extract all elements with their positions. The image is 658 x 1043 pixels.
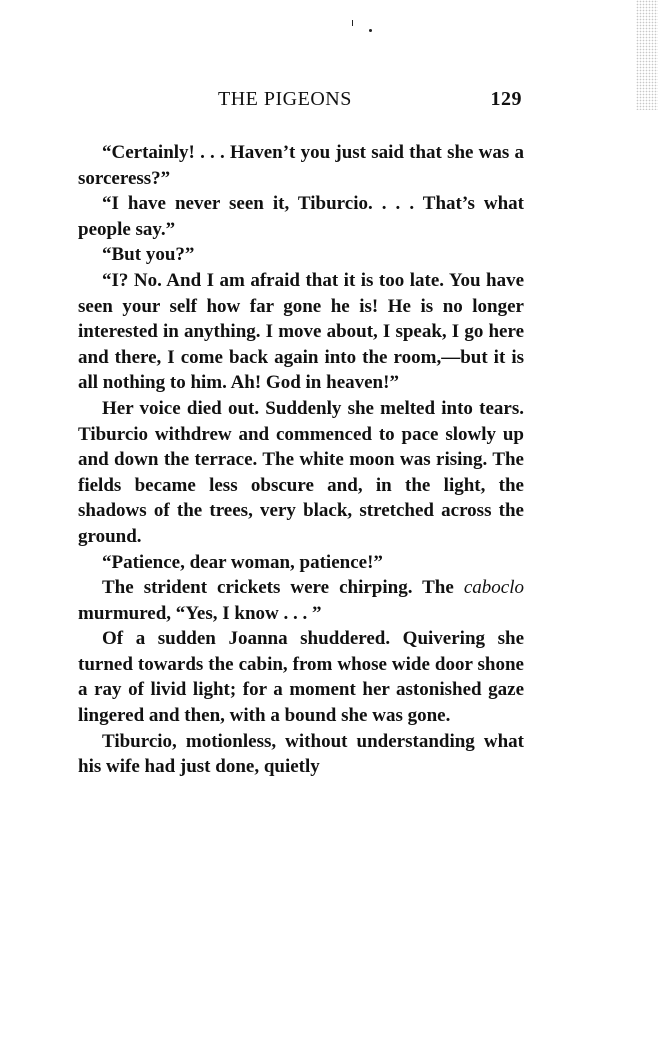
page-number: 129: [490, 88, 522, 110]
body-text: [78, 140, 524, 780]
italic-word: caboclo: [463, 577, 524, 599]
page-header: [78, 88, 524, 114]
paragraph: “But you?”: [102, 244, 195, 266]
paragraph: “Patience, dear woman, patience!”: [102, 551, 383, 573]
paragraph: Tiburcio, motionless, without understanding what his wife had just done, quietly: [78, 730, 524, 778]
paragraph: “I? No. And I am afraid that it is too late. You have seen your self how far gone he is! He is no longer interested in anything. I move about, I speak, I go here and there, I come back again into the room,—but it is all nothing to him. Ah! God in heaven!”: [78, 269, 524, 394]
paragraph: “Certainly! . . . Haven’t you just said that she was a sorceress?”: [78, 142, 524, 189]
scan-marks: [352, 20, 376, 40]
paragraph: “I have never seen it, Tiburcio. . . . That’s what people say.”: [78, 193, 524, 240]
paragraph: Of a sudden Joanna shuddered. Quivering she turned towards the cabin, from whose wide door shone a ray of livid light; for a moment her astonished gaze lingered and then, with a bound she was gone.: [78, 628, 524, 727]
paragraph: Her voice died out. Suddenly she melted into tears. Tiburcio withdrew and commenced to pace slowly up and down the terrace. The white moon was rising. The fields became less obscure and, in the light, the shadows of the trees, very black, stretched across the ground.: [78, 397, 524, 547]
paragraph-lead: The strident crickets were chirping. The: [102, 577, 464, 599]
paragraph-rest: murmured, “Yes, I know . . . ”: [78, 602, 322, 624]
scan-speckle: [636, 0, 658, 110]
running-head: THE PIGEONS: [218, 88, 352, 110]
paragraph: [78, 575, 524, 626]
